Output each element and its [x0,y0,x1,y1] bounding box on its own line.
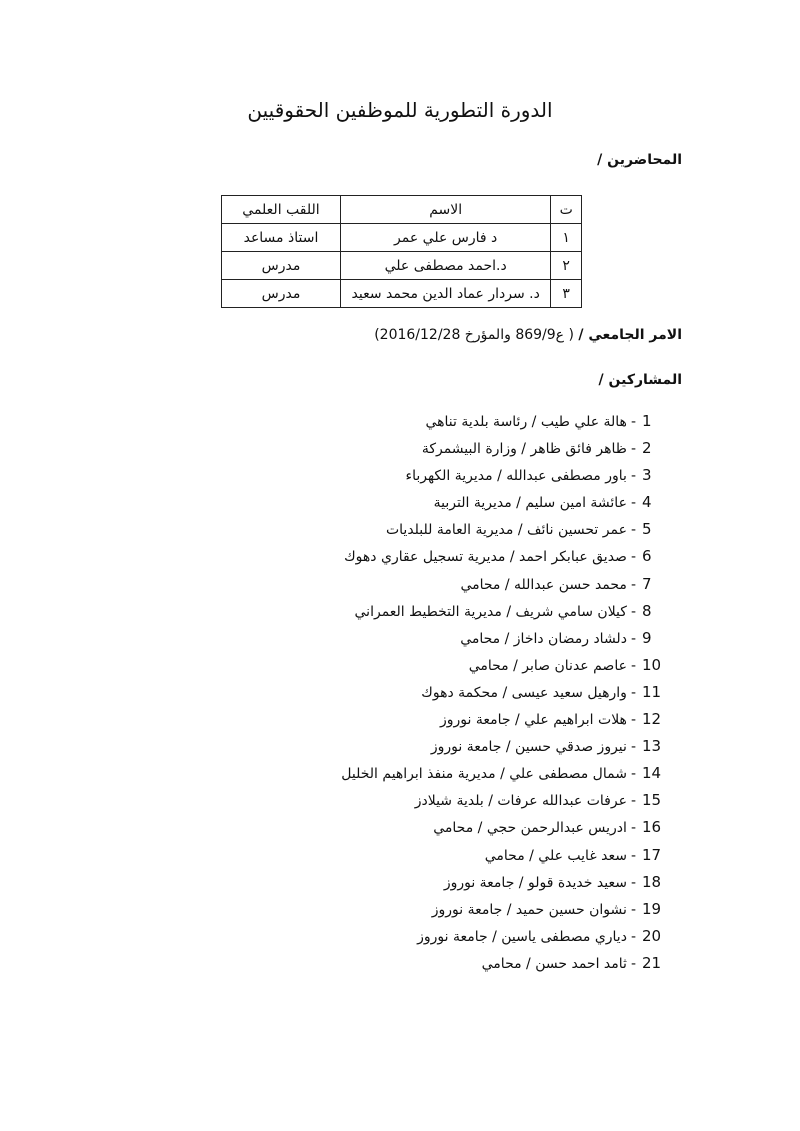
list-item-number: 13 [642,737,662,756]
list-item: 5-عمر تحسين نائف / مديرية العامة للبلديات [341,516,664,543]
university-order-value: ( ع869/9 والمؤرخ 2016/12/28) [374,327,574,343]
list-item-text: شمال مصطفى علي / مديرية منفذ ابراهيم الخليل [341,766,627,783]
list-item-text: كيلان سامي شريف / مديرية التخطيط العمراني [354,603,627,620]
list-item-text: ظاهر فائق ظاهر / وزارة البيشمركة [421,441,627,458]
list-item-number: 11 [642,682,662,701]
list-item: 7-محمد حسن عبدالله / محامي [341,571,664,598]
list-item: 11-وارهيل سعيد عيسى / محكمة دهوك [341,679,664,706]
list-item-number: 7 [642,574,652,593]
list-item: 17-سعد غايب علي / محامي [341,842,664,869]
list-item-text: دلشاد رمضان داخاز / محامي [460,630,627,647]
list-item-number: 5 [642,520,652,539]
list-item: 15-عرفات عبدالله عرفات / بلدية شيلادز [341,787,664,814]
list-item-text: عرفات عبدالله عرفات / بلدية شيلادز [414,793,627,810]
table-cell-name: د.احمد مصطفى علي [340,252,550,280]
list-item-text: دياري مصطفى ياسين / جامعة نوروز [417,928,627,945]
participants-list [341,408,664,977]
list-item-number: 2 [642,439,652,458]
table-cell-academic-title: استاذ مساعد [222,224,341,252]
list-item: 10-عاصم عدنان صابر / محامي [341,652,664,679]
list-item-text: ادريس عبدالرحمن حجي / محامي [433,820,627,837]
list-item-number: 18 [642,872,662,891]
table-cell-number: ٢ [551,252,582,280]
list-item-text: نشوان حسين حميد / جامعة نوروز [431,901,627,918]
list-item-text: عاصم عدنان صابر / محامي [468,657,627,674]
list-item-number: 9 [642,628,652,647]
list-item: 18-سعيد خديدة قولو / جامعة نوروز [341,869,664,896]
list-item: 13-نيروز صدقي حسين / جامعة نوروز [341,733,664,760]
list-item-number: 1 [642,412,652,430]
list-item-number: 6 [642,547,652,566]
table-header-name: الاسم [340,196,550,224]
list-item: 6-صديق عبابكر احمد / مديرية تسجيل عقاري دهوك [341,543,664,570]
list-item-text: هالة علي طيب / رئاسة بلدية تناهي [425,414,627,430]
list-item-text: ثامد احمد حسن / محامي [481,955,627,972]
list-item-text: نيروز صدقي حسين / جامعة نوروز [430,739,627,756]
list-item-text: محمد حسن عبدالله / محامي [460,576,627,593]
table-cell-name: د فارس علي عمر [340,224,550,252]
list-item: 8-كيلان سامي شريف / مديرية التخطيط العمراني [341,598,664,625]
list-item-text: عمر تحسين نائف / مديرية العامة للبلديات [385,522,627,539]
list-item: 3-باور مصطفى عبدالله / مديرية الكهرباء [341,462,664,489]
document-title-text: الدورة التطورية للموظفين الحقوقيين [247,98,553,122]
list-item-text: باور مصطفى عبدالله / مديرية الكهرباء [405,468,627,485]
list-item-number: 10 [642,655,662,674]
list-item: 12-هلات ابراهيم علي / جامعة نوروز [341,706,664,733]
list-item: 20-دياري مصطفى ياسين / جامعة نوروز [341,923,664,950]
table-header-academic-title: اللقب العلمي [222,196,341,224]
table-cell-number: ٣ [551,280,582,308]
list-item-number: 3 [642,466,652,485]
list-item-number: 15 [642,791,662,810]
table-cell-academic-title: مدرس [222,252,341,280]
list-item: 4-عائشة امين سليم / مديرية التربية [341,489,664,516]
table-cell-name: د. سردار عماد الدين محمد سعيد [340,280,550,308]
list-item: 2-ظاهر فائق ظاهر / وزارة البيشمركة [341,435,664,462]
list-item-number: 20 [642,926,662,945]
lecturers-heading: المحاضرين / [597,152,682,168]
list-item-text: سعد غايب علي / محامي [484,847,627,864]
list-item: 1-هالة علي طيب / رئاسة بلدية تناهي [341,408,664,435]
list-item-number: 8 [642,601,652,620]
participants-heading: المشاركين / [598,372,682,388]
list-item-text: هلات ابراهيم علي / جامعة نوروز [439,712,627,729]
list-item-number: 21 [642,953,662,972]
list-item-text: عائشة امين سليم / مديرية التربية [433,495,627,512]
table-cell-number: ١ [551,224,582,252]
table-row [222,252,582,280]
list-item-text: صديق عبابكر احمد / مديرية تسجيل عقاري دهوك [344,549,627,566]
list-item: 9-دلشاد رمضان داخاز / محامي [341,625,664,652]
table-cell-academic-title: مدرس [222,280,341,308]
list-item: 19-نشوان حسين حميد / جامعة نوروز [341,896,664,923]
table-header-number: ت [551,196,582,224]
list-item-number: 16 [642,818,662,837]
list-item-number: 19 [642,899,662,918]
table-header-row [222,196,582,224]
list-item-number: 14 [642,764,662,783]
university-order [374,327,682,343]
lecturers-table [221,195,582,308]
list-item: 21-ثامد احمد حسن / محامي [341,950,664,977]
document-title [0,98,800,122]
university-order-label: الامر الجامعي / [578,327,682,343]
list-item-number: 4 [642,493,652,512]
list-item: 14-شمال مصطفى علي / مديرية منفذ ابراهيم الخليل [341,760,664,787]
list-item: 16-ادريس عبدالرحمن حجي / محامي [341,814,664,841]
table-row [222,224,582,252]
table-row [222,280,582,308]
list-item-number: 12 [642,710,662,729]
list-item-text: سعيد خديدة قولو / جامعة نوروز [443,874,627,891]
list-item-text: وارهيل سعيد عيسى / محكمة دهوك [421,684,627,701]
list-item-number: 17 [642,845,662,864]
